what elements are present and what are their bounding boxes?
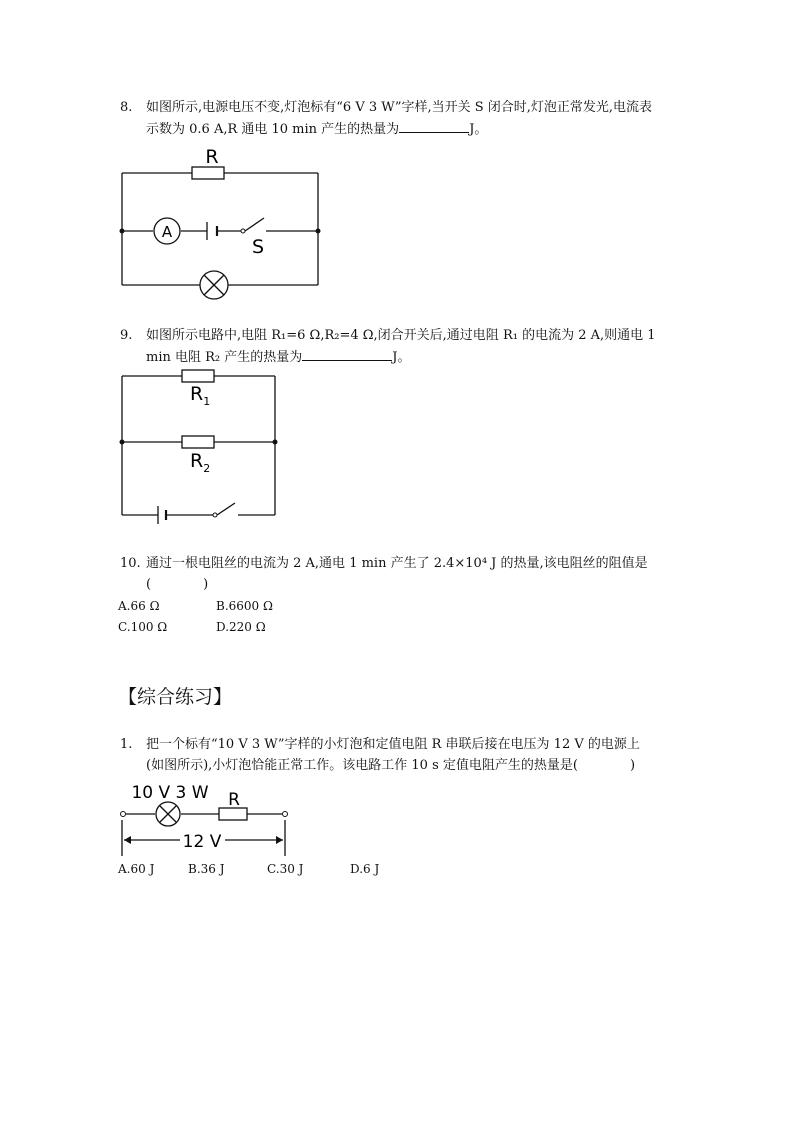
q8-text-1: 如图所示,电源电压不变,灯泡标有“6 V 3 W”字样,当开关 S 闭合时,灯泡正常发光,电流表 (146, 100, 653, 115)
q9-text-1: 如图所示电路中,电阻 R₁=6 Ω,R₂=4 Ω,闭合开关后,通过电阻 R₁ 的电流为 2 A,则通电 1 (146, 328, 656, 343)
q10-text-1: 通过一根电阻丝的电流为 2 A,通电 1 min 产生了 2.4×10⁴ J 的热量,该电阻丝的阻值是 (146, 556, 648, 571)
c1-option-a[interactable]: A.60 J (118, 862, 155, 876)
q10-line2: ( ) (146, 577, 209, 592)
c1-option-c[interactable]: C.30 J (267, 862, 304, 876)
c1-option-b[interactable]: B.36 J (188, 862, 225, 876)
q10-option-c[interactable]: C.100 Ω (118, 620, 168, 634)
q10-option-b[interactable]: B.6600 Ω (216, 599, 273, 613)
c1-option-d[interactable]: D.6 J (350, 862, 380, 876)
q9-label-r1: $R_1$ (190, 383, 211, 408)
q8-label-s: S (251, 236, 265, 258)
q9-number: 9. (120, 328, 133, 343)
c1-lamp (156, 802, 180, 826)
c1-label-r: R (228, 790, 240, 810)
c1-number: 1. (120, 737, 133, 752)
section-title: 【综合练习】 (118, 686, 233, 708)
q8-label-r: R (205, 146, 219, 168)
q10-option-d[interactable]: D.220 Ω (216, 620, 266, 634)
c1-label-voltage: 12 V (182, 832, 222, 852)
q9-text-2: min 电阻 R₂ 产生的热量为 (146, 350, 303, 365)
q9-label-r2: $R_2$ (190, 450, 211, 475)
q8-number: 8. (120, 100, 133, 115)
q10-number: 10. (120, 556, 141, 571)
c1-lamp-label: 10 V 3 W (131, 783, 209, 803)
c1-line2: (如图所示),小灯泡恰能正常工作。该电路工作 10 s 定值电阻产生的热量是( ) (146, 758, 636, 773)
q10-option-a[interactable]: A.66 Ω (118, 599, 160, 613)
q8-text-2b: J。 (469, 122, 488, 137)
q8-text-2: 示数为 0.6 A,R 通电 10 min 产生的热量为 (146, 122, 400, 137)
c1-text-1: 把一个标有“10 V 3 W”字样的小灯泡和定值电阻 R 串联后接在电压为 12 V 的电源上 (146, 737, 640, 752)
q9-text-2b: J。 (392, 350, 411, 365)
q8-label-a: A (161, 223, 173, 241)
